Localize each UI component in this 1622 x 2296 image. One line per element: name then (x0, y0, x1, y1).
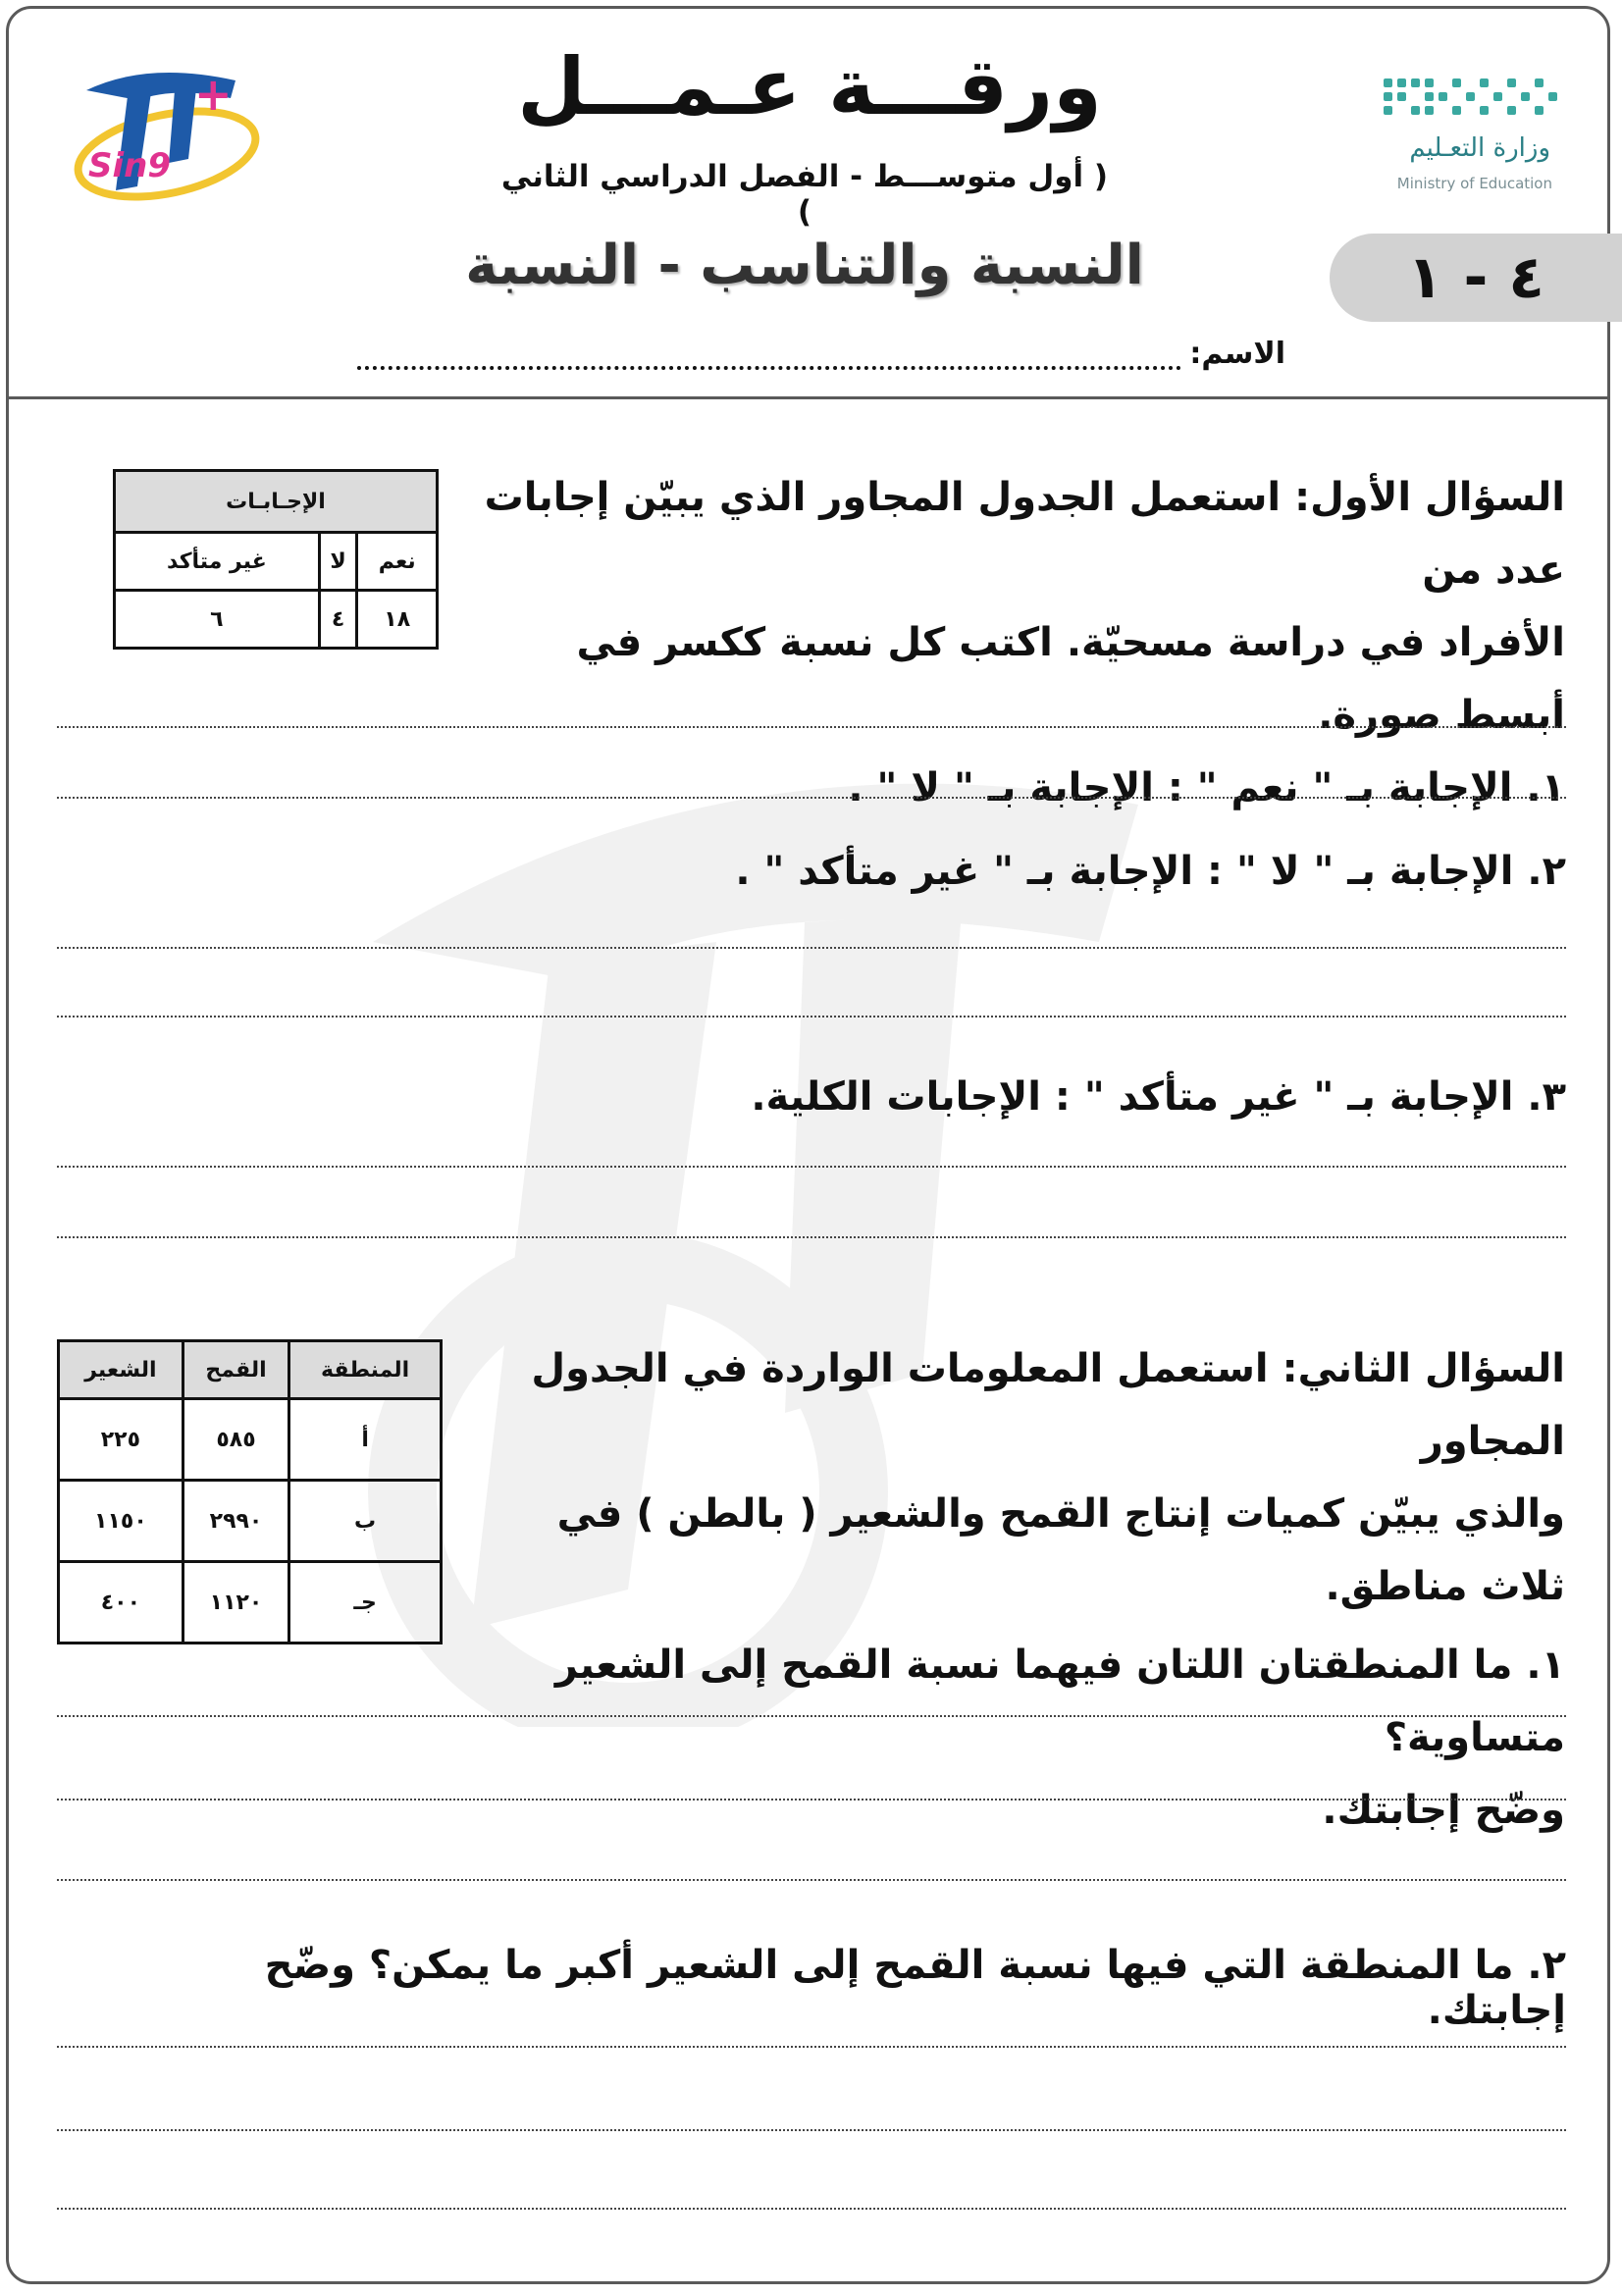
table-cell: ١١٢٠ (183, 1562, 288, 1644)
logo-text: Sin9 (88, 146, 172, 185)
table-cell: ١٨ (357, 591, 438, 649)
question-1-prompt (471, 461, 1565, 824)
table-cell: ١١٥٠ (59, 1481, 183, 1562)
answer-line[interactable] (57, 2046, 1566, 2048)
answer-line[interactable] (57, 1166, 1566, 1168)
table-cell: ب (289, 1481, 442, 1562)
table-cell: ٢٢٥ (59, 1399, 183, 1481)
table-cell: أ (289, 1399, 442, 1481)
table-row (59, 1562, 442, 1644)
answer-line[interactable] (57, 1799, 1566, 1800)
sin9-logo (69, 61, 265, 208)
table-cell: ٥٨٥ (183, 1399, 288, 1481)
table-header-cell: القمح (183, 1341, 288, 1399)
question-2-prompt (461, 1332, 1565, 1847)
ministry-name-en: Ministry of Education (1396, 175, 1552, 192)
question-2-line-1: السؤال الثاني: استعمل المعلومات الواردة في الجدول المجاور (531, 1346, 1565, 1464)
answer-line[interactable] (57, 726, 1566, 728)
question-1-item-3: ٣. الإجابة بـ " غير متأكد " : الإجابات الكلية. (751, 1074, 1566, 1120)
ministry-name-ar: وزارة التعـليم (1409, 133, 1550, 163)
name-label: الاسم: (1189, 337, 1285, 371)
answers-table-title: الإجـابـات (115, 471, 438, 533)
question-1-item-2: ٢. الإجابة بـ " لا " : الإجابة بـ " غير متأكد " . (735, 849, 1566, 894)
lesson-title: النسبة والتناسب - النسبة (465, 234, 1144, 297)
name-blank[interactable] (357, 340, 1181, 370)
table-cell: ٢٩٩٠ (183, 1481, 288, 1562)
table-cell: جـ (289, 1562, 442, 1644)
answer-line[interactable] (57, 1879, 1566, 1881)
question-2-item-1-line-2: وضّح إجابتك. (1322, 1788, 1565, 1833)
lesson-number: ٤ - ١ (1407, 243, 1544, 312)
table-header-cell: نعم (357, 533, 438, 591)
table-row (59, 1399, 442, 1481)
answer-line[interactable] (57, 1715, 1566, 1717)
answer-line[interactable] (57, 797, 1566, 799)
answer-line[interactable] (57, 1236, 1566, 1238)
svg-text:+: + (194, 68, 233, 121)
ministry-logo (1276, 78, 1570, 196)
answer-line[interactable] (57, 947, 1566, 949)
question-2-item-2: ٢. ما المنطقة التي فيها نسبة القمح إلى الشعير أكبر ما يمكن؟ وضّح إجابتك. (264, 1943, 1566, 2033)
table-header-cell: غير متأكد (115, 533, 320, 591)
name-field[interactable] (339, 337, 1285, 371)
table-cell: ٤٠٠ (59, 1562, 183, 1644)
question-1-line-2: الأفراد في دراسة مسحيّة. اكتب كل نسبة ككسر في أبسط صورة. (576, 620, 1565, 738)
ministry-dots-icon (1384, 78, 1560, 126)
worksheet-title: ورقـــة عـمـــل (517, 41, 1102, 132)
answer-line[interactable] (57, 1016, 1566, 1018)
crop-production-table (57, 1339, 443, 1644)
table-header-cell: الشعير (59, 1341, 183, 1399)
header-divider (6, 396, 1610, 399)
table-header-cell: لا (319, 533, 357, 591)
table-header-cell: المنطقة (289, 1341, 442, 1399)
table-cell: ٤ (319, 591, 357, 649)
answers-table (113, 469, 439, 650)
worksheet-subtitle: ( أول متوســـط - الفصل الدراسي الثاني ) (500, 159, 1109, 230)
lesson-number-badge (1330, 234, 1622, 322)
question-1-item-1: ١. الإجابة بـ " نعم " : الإجابة بـ " لا " . (848, 765, 1565, 810)
answer-line[interactable] (57, 2208, 1566, 2210)
answer-line[interactable] (57, 2129, 1566, 2131)
question-2-item-1-line-1: ١. ما المنطقتان اللتان فيهما نسبة القمح إلى الشعير متساوية؟ (554, 1643, 1565, 1760)
table-cell: ٦ (115, 591, 320, 649)
question-2-line-2: والذي يبيّن كميات إنتاج القمح والشعير ( بالطن ) في ثلاث مناطق. (556, 1491, 1565, 1609)
question-1-line-1: السؤال الأول: استعمل الجدول المجاور الذي يبيّن إجابات عدد من (484, 475, 1565, 593)
table-row (59, 1481, 442, 1562)
